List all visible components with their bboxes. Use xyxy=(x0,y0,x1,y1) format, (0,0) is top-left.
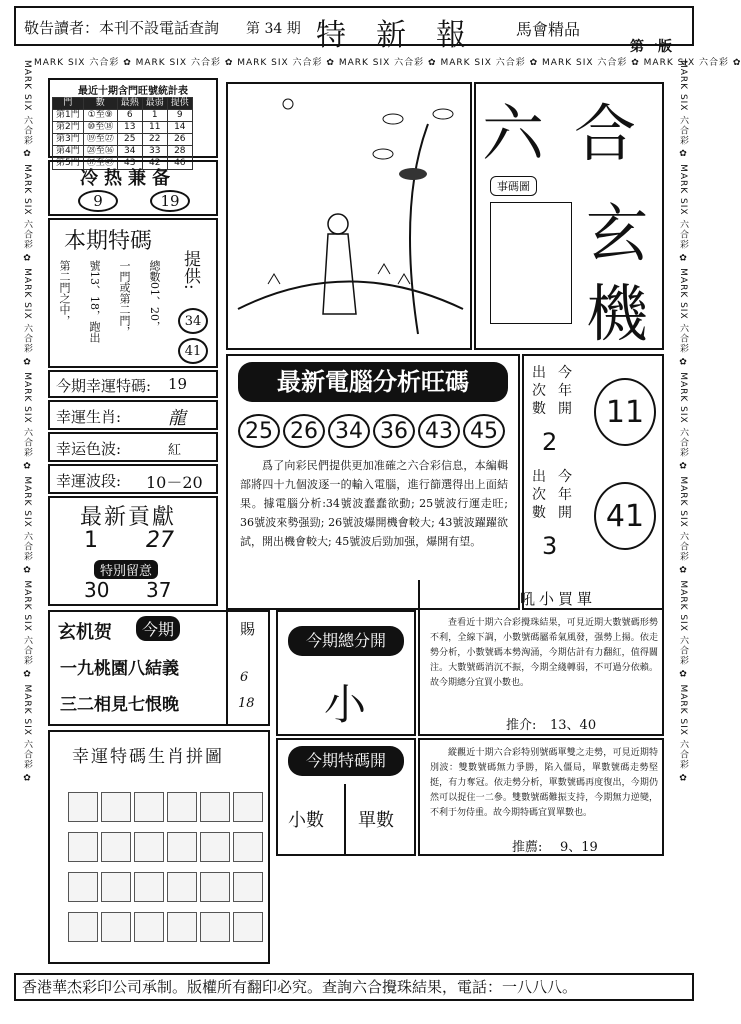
table-cell: 42 xyxy=(142,158,167,170)
xuanji-box xyxy=(48,610,270,726)
table-header-cell: 數 xyxy=(83,98,117,110)
table-row xyxy=(53,122,193,134)
analysis-title: 最新電腦分析旺碼 xyxy=(238,362,508,402)
puzzle-piece xyxy=(200,832,230,862)
table-cell: ①至⑨ xyxy=(83,110,117,122)
table-cell: ㊲至㊾ xyxy=(83,158,117,170)
scholar-illustration xyxy=(228,84,470,348)
puzzle-piece xyxy=(167,832,197,862)
total-value: 小 xyxy=(324,680,367,729)
puzzle-piece xyxy=(200,792,230,822)
puzzle-box xyxy=(48,730,270,964)
table-cell: 第4門 xyxy=(53,146,84,158)
attention-num-1: 30 xyxy=(84,578,110,602)
footer-copyright: 香港華杰彩印公司承制。版權所有翻印必究。查詢六合攪珠結果，電話：一八八八。 xyxy=(14,973,694,1001)
count-label-b-2: 今年開 xyxy=(558,469,572,521)
analysis-number: 36 xyxy=(373,414,415,448)
provide-num-1: 34 xyxy=(178,308,208,334)
lucky-range-value: 10－20 xyxy=(146,473,203,492)
attention-num-2: 37 xyxy=(146,578,172,602)
edition-label: 第一版 xyxy=(630,39,672,55)
table-header-cell: 提供 xyxy=(167,98,192,110)
period-col-3: 一門或第二門， xyxy=(118,260,131,337)
special-attention-badge: 特別留意 xyxy=(94,560,158,579)
puzzle-piece xyxy=(68,872,98,902)
lucky-zodiac-label: 幸運生肖: xyxy=(56,408,122,426)
table-row xyxy=(53,110,193,122)
puzzle-piece xyxy=(233,792,263,822)
table-cell: 11 xyxy=(142,122,167,134)
cold-hot-num-1: 9 xyxy=(78,190,118,212)
buy-box xyxy=(418,580,664,736)
liuhe-char-2: 合 xyxy=(574,97,637,170)
provide-label: 提供: xyxy=(180,250,200,290)
buy-title: 吼小買單 xyxy=(520,590,597,608)
special-open-box xyxy=(276,738,416,856)
puzzle-piece xyxy=(101,792,131,822)
table-header-cell: 最弱 xyxy=(142,98,167,110)
counts-box xyxy=(522,354,664,610)
period-col-2: 號13、18，跑出 xyxy=(88,260,101,343)
special-open-text-box xyxy=(418,738,664,856)
top-decor-strip: MARK SIX 六合彩 ✿ MARK SIX 六合彩 ✿ MARK SIX 六合彩 ✿ MARK SIX 六合彩 ✿ MARK SIX 六合彩 ✿ MARK SIX 六合彩 ✿ MARK SIX 六合彩 ✿ xyxy=(34,58,741,68)
right-decor-strip: MARK SIX 六合彩 ✿ MARK SIX 六合彩 ✿ MARK SIX 六合彩 ✿ MARK SIX 六合彩 ✿ MARK SIX 六合彩 ✿ MARK SIX 六合彩 ✿ MARK SIX 六合彩 ✿ xyxy=(678,60,688,785)
analysis-number: 34 xyxy=(328,414,370,448)
puzzle-piece xyxy=(68,832,98,862)
table-cell: 第1門 xyxy=(53,110,84,122)
puzzle-piece xyxy=(167,792,197,822)
liuhe-char-4: 機 xyxy=(586,277,649,350)
paper-title: 特新報 xyxy=(316,18,496,53)
buy-rec-value: 13、40 xyxy=(550,718,597,733)
liuhe-badge: 事碼圖 xyxy=(490,176,537,196)
xuanji-title: 玄机贺 xyxy=(58,622,112,643)
lucky-zodiac-row xyxy=(48,400,218,430)
illustration-box xyxy=(226,82,472,350)
table-cell: 6 xyxy=(117,110,142,122)
table-header-cell: 門 xyxy=(53,98,84,110)
table-cell: 25 xyxy=(117,134,142,146)
contribution-title: 最新貢獻 xyxy=(80,505,177,530)
cold-hot-title: 冷热兼备 xyxy=(80,168,176,189)
lucky-special-value: 19 xyxy=(168,375,188,393)
count-label-a-2: 出次數 xyxy=(532,469,546,521)
table-cell: 第2門 xyxy=(53,122,84,134)
special-open-label: 今期特碼開 xyxy=(288,746,404,776)
year-open-num-1: 11 xyxy=(594,378,656,446)
xuanji-side-bot: 18 xyxy=(238,696,255,711)
puzzle-piece xyxy=(167,912,197,942)
ten-period-table-box xyxy=(48,78,218,168)
this-period-box xyxy=(48,218,218,368)
liuhe-scroll-panel xyxy=(490,202,572,324)
buy-rec-label: 推介: xyxy=(506,718,537,733)
analysis-number: 25 xyxy=(238,414,280,448)
contribution-num-1: 1 xyxy=(84,528,98,553)
table-cell: 34 xyxy=(117,146,142,158)
table-row xyxy=(53,146,193,158)
puzzle-piece xyxy=(200,912,230,942)
count-value-2: 3 xyxy=(542,532,558,560)
contribution-box xyxy=(48,496,218,606)
reader-notice: 敬告讀者：本刊不設電話查詢 xyxy=(24,19,220,37)
table-row xyxy=(53,134,193,146)
puzzle-piece xyxy=(68,912,98,942)
puzzle-piece xyxy=(134,912,164,942)
table-cell: 13 xyxy=(117,122,142,134)
cold-hot-box xyxy=(48,160,218,216)
left-decor-strip: MARK SIX 六合彩 ✿ MARK SIX 六合彩 ✿ MARK SIX 六合彩 ✿ MARK SIX 六合彩 ✿ MARK SIX 六合彩 ✿ MARK SIX 六合彩 ✿ MARK SIX 六合彩 ✿ xyxy=(22,60,32,785)
table-cell: 9 xyxy=(167,110,192,122)
buy-text: 查看近十期六合彩攪珠結果，可見近期大數號碼形勢不利，全線下調，小數號碼屬希氣風發，强勢上揚。依走勢分析，小數號碼本勢洶涌，今期估計有力翻紅，值得關注。大數號碼消沉不振，今期全綫轉弱，不可過分依賴。故今期總分宜買小數也。 xyxy=(430,618,658,688)
puzzle-piece xyxy=(101,832,131,862)
cold-hot-num-2: 19 xyxy=(150,190,190,212)
table-cell: 33 xyxy=(142,146,167,158)
period-col-1: 第二門之中， xyxy=(58,260,71,326)
special-open-text: 縱觀近十期六合彩特别號碼單雙之走勢，可見近期特別波：雙數號碼無力爭勝，陷入僵局，單數號碼走勢堅挺，有力奪冠。依走勢分析，單數號碼再度復出，今期仍然可以捉住一二參。雙數號碼難振支持，今期無力逆變，不利于勿侍重。故今期特碼宜買單數也。 xyxy=(430,748,658,818)
puzzle-piece xyxy=(233,872,263,902)
xuanji-line-1: 一九桃園八結義 xyxy=(60,659,179,679)
xuanji-divider xyxy=(226,612,228,724)
special-open-left: 小數 xyxy=(288,810,324,831)
table-cell: 22 xyxy=(142,134,167,146)
lucky-zodiac-value: 龍 xyxy=(168,408,186,429)
lucky-color-label: 幸运色波: xyxy=(56,440,122,458)
contribution-num-2: 27 xyxy=(146,528,174,553)
table-cell: 43 xyxy=(117,158,142,170)
analysis-number: 43 xyxy=(418,414,460,448)
xuanji-side-mid: 6 xyxy=(240,670,249,685)
puzzle-piece xyxy=(134,792,164,822)
count-label-a-1: 出次數 xyxy=(532,365,546,417)
lucky-color-row xyxy=(48,432,218,462)
liuhe-xuanji-box xyxy=(474,82,664,350)
table-header-cell: 最熱 xyxy=(117,98,142,110)
xuanji-line-2: 三二相見七恨晚 xyxy=(60,695,179,715)
lucky-special-label: 今期幸運特碼: xyxy=(56,377,152,395)
puzzle-piece xyxy=(101,872,131,902)
count-value-1: 2 xyxy=(542,428,558,456)
puzzle-piece xyxy=(68,792,98,822)
table-title: 最近十期含門旺號統計表 xyxy=(78,86,188,97)
lucky-special-row xyxy=(48,370,218,398)
analysis-number: 26 xyxy=(283,414,325,448)
period-col-4: 總數01、20， xyxy=(148,260,161,332)
table-cell: 第3門 xyxy=(53,134,84,146)
table-cell: ⑲至㉗ xyxy=(83,134,117,146)
table-cell: 14 xyxy=(167,122,192,134)
this-period-title: 本期特碼 xyxy=(64,229,153,254)
puzzle-piece xyxy=(233,832,263,862)
lucky-color-value: 紅 xyxy=(168,443,182,458)
table-cell: 1 xyxy=(142,110,167,122)
brand-label: 馬會精品 xyxy=(516,20,581,39)
special-rec-label: 推薦: xyxy=(512,840,543,855)
puzzle-piece xyxy=(167,872,197,902)
table-cell: 28 xyxy=(167,146,192,158)
puzzle-piece xyxy=(134,872,164,902)
special-rec-value: 9、19 xyxy=(560,840,598,855)
puzzle-piece xyxy=(233,912,263,942)
lucky-range-label: 幸運波段: xyxy=(56,472,122,490)
table-cell: ⑩至⑱ xyxy=(83,122,117,134)
analysis-text: 爲了向彩民們提供更加准確之六合彩信息，本編輯部將四十九個波逐一的輸入電腦，進行篩選得出上面結果。據電腦分析:34號波蠢蠢欲動; 25號波行運走旺; 36號波來勢强勁; 26號波爆開機會較大; 43號波躍躍欲試，開出機會較大; 45號波后勁加强，爆開有望。 xyxy=(240,459,508,548)
total-box xyxy=(276,610,416,736)
total-label: 今期總分開 xyxy=(288,626,404,656)
count-label-b-1: 今年開 xyxy=(558,365,572,417)
analysis-number: 45 xyxy=(463,414,505,448)
puzzle-piece xyxy=(134,832,164,862)
special-open-right: 單數 xyxy=(358,810,394,831)
xuanji-badge: 今期 xyxy=(136,616,180,641)
puzzle-piece xyxy=(101,912,131,942)
provide-num-2: 41 xyxy=(178,338,208,364)
liuhe-char-3: 玄 xyxy=(586,197,649,270)
table-cell: 26 xyxy=(167,134,192,146)
year-open-num-2: 41 xyxy=(594,482,656,550)
table-cell: 46 xyxy=(167,158,192,170)
xuanji-side-top: 賜 xyxy=(240,620,256,638)
issue-number: 第 34 期 xyxy=(246,21,301,37)
analysis-box xyxy=(226,354,520,610)
puzzle-piece xyxy=(200,872,230,902)
table-cell: ㉘至㊱ xyxy=(83,146,117,158)
puzzle-title: 幸運特碼生肖拼圖 xyxy=(72,747,224,767)
table-cell: 第5門 xyxy=(53,158,84,170)
liuhe-char-1: 六 xyxy=(482,97,545,170)
lucky-range-row xyxy=(48,464,218,494)
